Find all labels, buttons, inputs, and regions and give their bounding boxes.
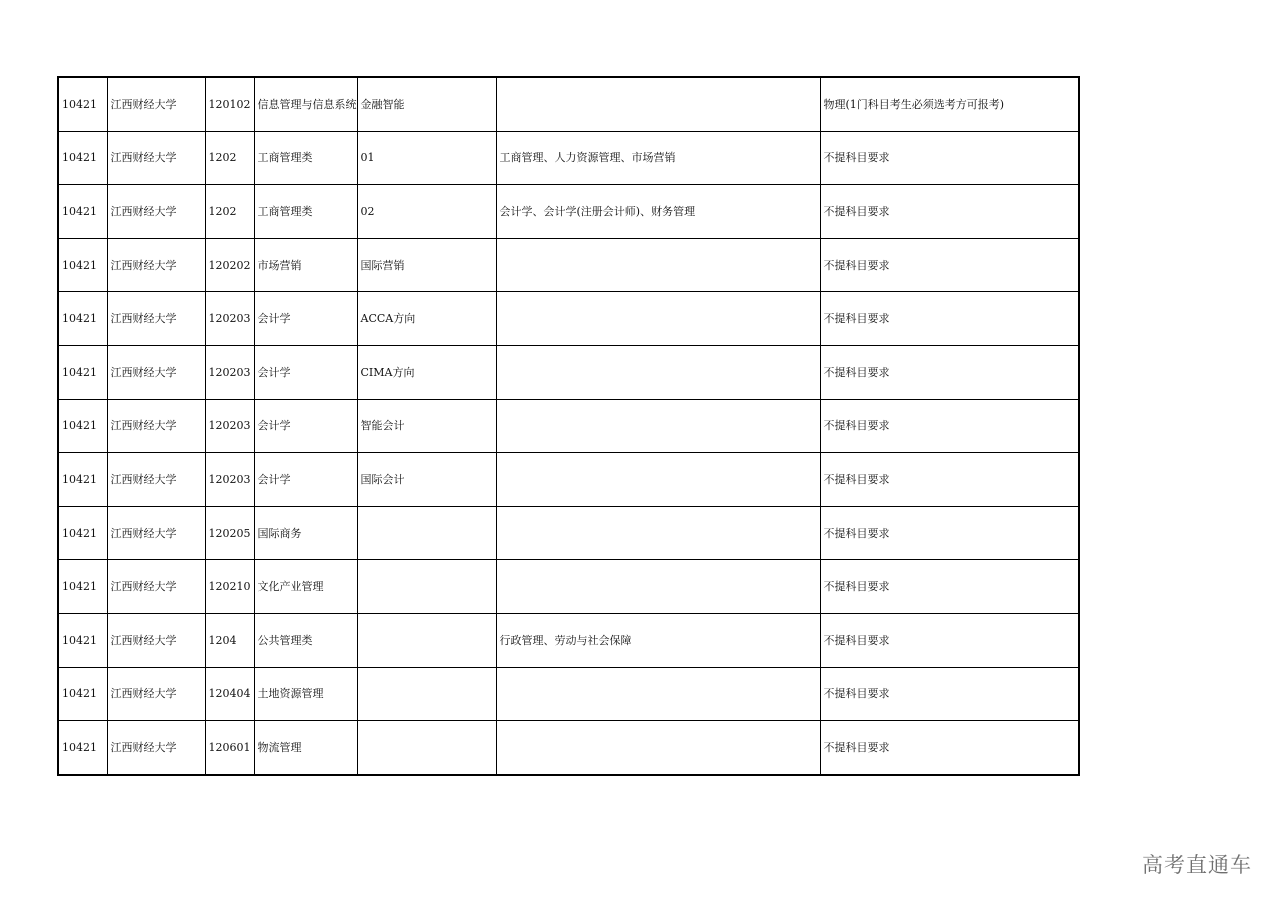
cell-subject-requirement: 不提科目要求 — [820, 238, 1079, 292]
cell-school-code: 10421 — [58, 453, 107, 507]
table-row — [58, 560, 1079, 614]
cell-subject-requirement: 不提科目要求 — [820, 667, 1079, 721]
subject-requirements-table — [57, 76, 1080, 776]
cell-direction — [357, 506, 496, 560]
cell-direction — [357, 613, 496, 667]
cell-school-code: 10421 — [58, 131, 107, 185]
cell-major-code: 120210 — [205, 560, 254, 614]
cell-direction: ACCA方向 — [357, 292, 496, 346]
cell-school-name: 江西财经大学 — [107, 77, 205, 131]
cell-included-majors — [496, 292, 820, 346]
cell-included-majors — [496, 506, 820, 560]
cell-included-majors — [496, 238, 820, 292]
cell-direction: 01 — [357, 131, 496, 185]
cell-school-code: 10421 — [58, 560, 107, 614]
cell-school-name: 江西财经大学 — [107, 185, 205, 239]
cell-direction: CIMA方向 — [357, 345, 496, 399]
cell-subject-requirement: 不提科目要求 — [820, 560, 1079, 614]
cell-direction: 国际会计 — [357, 453, 496, 507]
cell-direction — [357, 667, 496, 721]
cell-included-majors — [496, 345, 820, 399]
table-row — [58, 667, 1079, 721]
cell-school-code: 10421 — [58, 613, 107, 667]
cell-school-name: 江西财经大学 — [107, 506, 205, 560]
cell-major-code: 120203 — [205, 345, 254, 399]
table-row — [58, 613, 1079, 667]
table-row — [58, 399, 1079, 453]
cell-subject-requirement: 不提科目要求 — [820, 721, 1079, 775]
cell-major-name: 信息管理与信息系统 — [254, 77, 357, 131]
cell-major-name: 物流管理 — [254, 721, 357, 775]
cell-major-name: 会计学 — [254, 345, 357, 399]
cell-included-majors: 会计学、会计学(注册会计师)、财务管理 — [496, 185, 820, 239]
cell-major-name: 工商管理类 — [254, 185, 357, 239]
cell-included-majors — [496, 560, 820, 614]
table-row — [58, 77, 1079, 131]
cell-school-code: 10421 — [58, 506, 107, 560]
cell-included-majors — [496, 453, 820, 507]
cell-direction: 智能会计 — [357, 399, 496, 453]
cell-direction: 金融智能 — [357, 77, 496, 131]
cell-included-majors — [496, 721, 820, 775]
cell-major-name: 文化产业管理 — [254, 560, 357, 614]
cell-major-name: 土地资源管理 — [254, 667, 357, 721]
cell-school-name: 江西财经大学 — [107, 613, 205, 667]
cell-school-name: 江西财经大学 — [107, 453, 205, 507]
cell-included-majors: 工商管理、人力资源管理、市场营销 — [496, 131, 820, 185]
cell-major-code: 120203 — [205, 453, 254, 507]
cell-school-name: 江西财经大学 — [107, 667, 205, 721]
cell-school-name: 江西财经大学 — [107, 560, 205, 614]
cell-major-name: 公共管理类 — [254, 613, 357, 667]
cell-major-code: 120102 — [205, 77, 254, 131]
cell-direction — [357, 560, 496, 614]
cell-school-code: 10421 — [58, 185, 107, 239]
cell-major-code: 120404 — [205, 667, 254, 721]
cell-school-name: 江西财经大学 — [107, 131, 205, 185]
table-row — [58, 721, 1079, 775]
cell-school-name: 江西财经大学 — [107, 399, 205, 453]
cell-subject-requirement: 不提科目要求 — [820, 453, 1079, 507]
cell-major-name: 工商管理类 — [254, 131, 357, 185]
cell-major-code: 1204 — [205, 613, 254, 667]
cell-subject-requirement: 不提科目要求 — [820, 185, 1079, 239]
cell-major-name: 会计学 — [254, 453, 357, 507]
cell-major-code: 120203 — [205, 292, 254, 346]
cell-included-majors — [496, 667, 820, 721]
cell-school-code: 10421 — [58, 721, 107, 775]
cell-major-code: 120202 — [205, 238, 254, 292]
watermark-text: 高考直通车 — [1142, 853, 1252, 877]
cell-subject-requirement: 不提科目要求 — [820, 506, 1079, 560]
cell-school-code: 10421 — [58, 292, 107, 346]
table-row — [58, 506, 1079, 560]
table-row — [58, 345, 1079, 399]
table-row — [58, 453, 1079, 507]
cell-direction — [357, 721, 496, 775]
cell-school-name: 江西财经大学 — [107, 292, 205, 346]
cell-major-name: 会计学 — [254, 399, 357, 453]
table-row — [58, 292, 1079, 346]
cell-direction: 02 — [357, 185, 496, 239]
cell-included-majors — [496, 77, 820, 131]
cell-major-name: 会计学 — [254, 292, 357, 346]
cell-subject-requirement: 不提科目要求 — [820, 345, 1079, 399]
cell-included-majors: 行政管理、劳动与社会保障 — [496, 613, 820, 667]
table-body — [58, 77, 1079, 775]
cell-major-name: 市场营销 — [254, 238, 357, 292]
cell-school-code: 10421 — [58, 345, 107, 399]
cell-school-code: 10421 — [58, 399, 107, 453]
cell-included-majors — [496, 399, 820, 453]
cell-major-name: 国际商务 — [254, 506, 357, 560]
cell-school-code: 10421 — [58, 238, 107, 292]
cell-school-code: 10421 — [58, 77, 107, 131]
cell-major-code: 1202 — [205, 131, 254, 185]
cell-direction: 国际营销 — [357, 238, 496, 292]
cell-major-code: 1202 — [205, 185, 254, 239]
cell-subject-requirement: 不提科目要求 — [820, 131, 1079, 185]
cell-school-name: 江西财经大学 — [107, 721, 205, 775]
cell-subject-requirement: 不提科目要求 — [820, 292, 1079, 346]
table-row — [58, 238, 1079, 292]
cell-subject-requirement: 不提科目要求 — [820, 613, 1079, 667]
cell-school-name: 江西财经大学 — [107, 238, 205, 292]
cell-school-name: 江西财经大学 — [107, 345, 205, 399]
table-row — [58, 185, 1079, 239]
cell-major-code: 120205 — [205, 506, 254, 560]
cell-major-code: 120203 — [205, 399, 254, 453]
cell-subject-requirement: 物理(1门科目考生必须选考方可报考) — [820, 77, 1079, 131]
table-row — [58, 131, 1079, 185]
cell-major-code: 120601 — [205, 721, 254, 775]
cell-subject-requirement: 不提科目要求 — [820, 399, 1079, 453]
cell-school-code: 10421 — [58, 667, 107, 721]
